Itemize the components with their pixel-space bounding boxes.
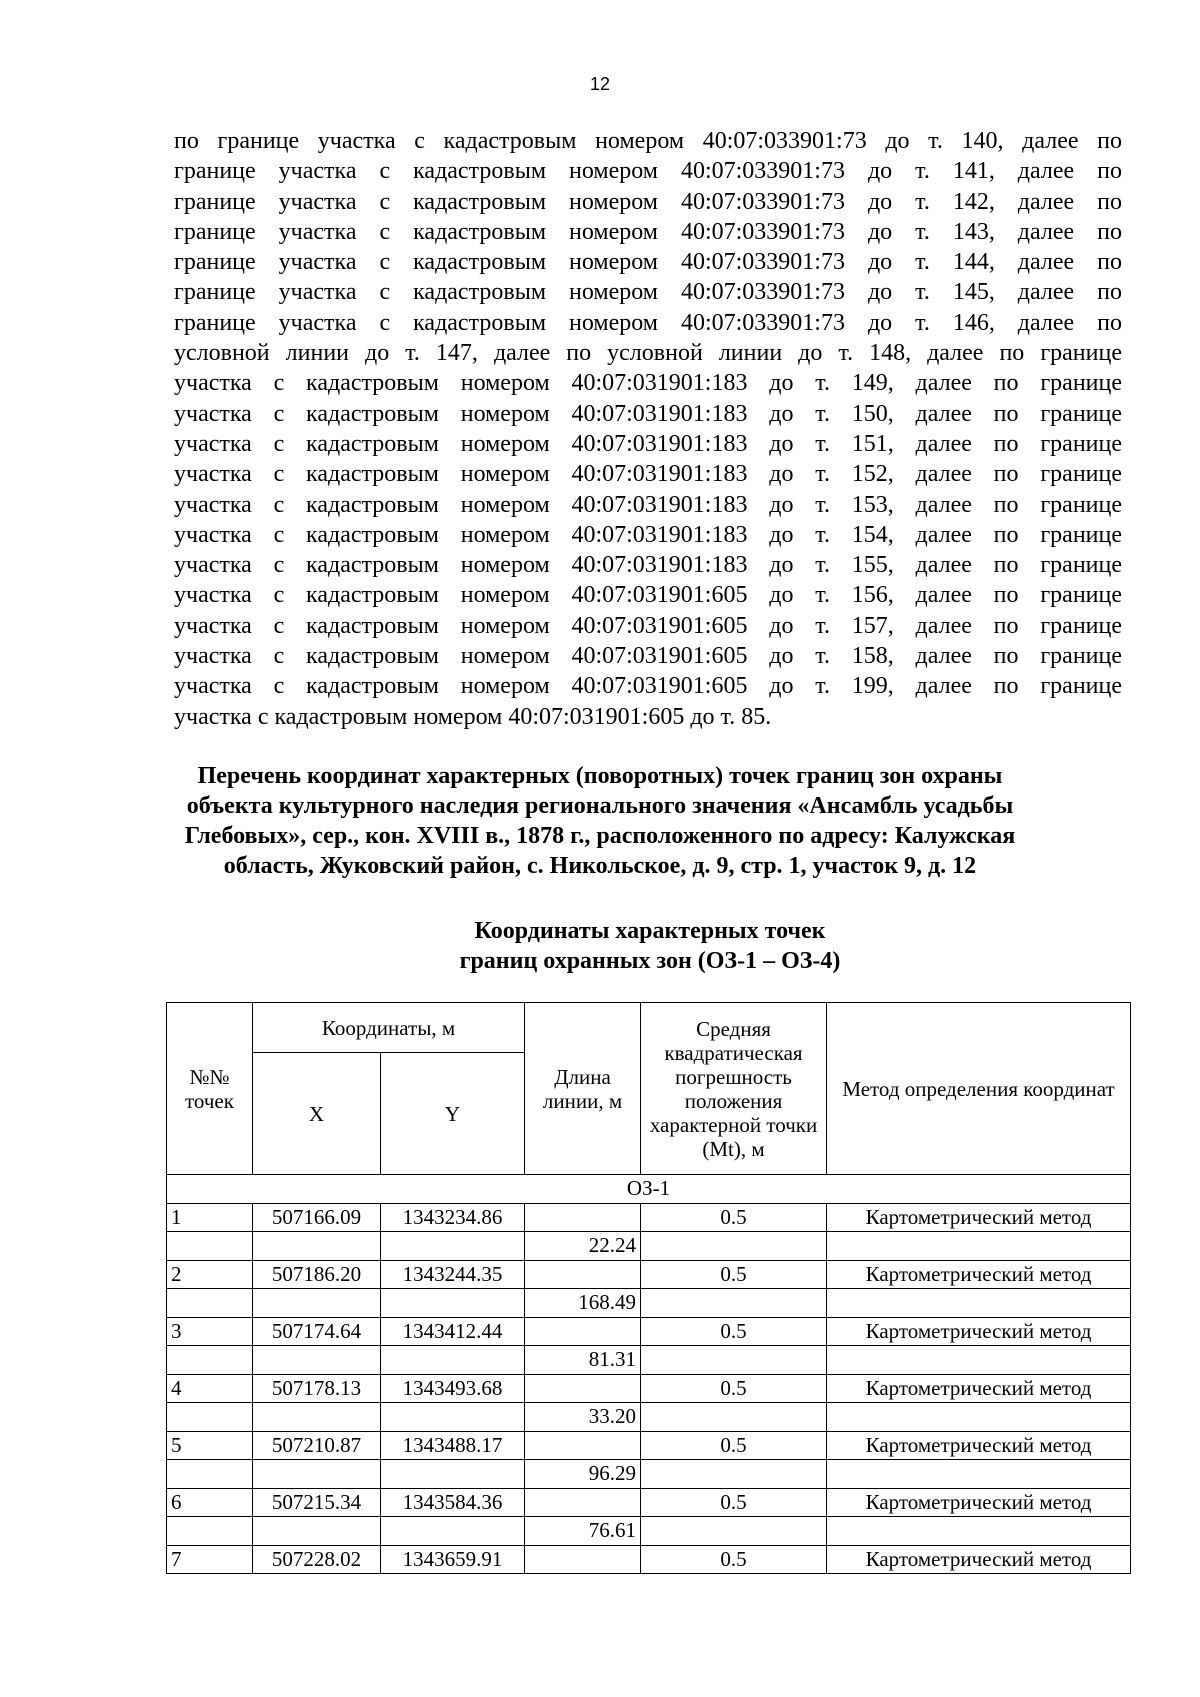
cell-method: Картометрический метод [827, 1317, 1131, 1346]
table-title [300, 916, 1000, 976]
paragraph-line: границе участка с кадастровым номером 40:07:033901:73 до т. 143, далее по [174, 218, 1122, 245]
cell-num [167, 1289, 253, 1318]
header-x: X [253, 1053, 381, 1175]
cell-length: 33.20 [525, 1403, 641, 1432]
table-row [167, 1317, 1131, 1346]
cell-x: 507174.64 [253, 1317, 381, 1346]
cell-x: 507228.02 [253, 1545, 381, 1574]
cell-method: Картометрический метод [827, 1488, 1131, 1517]
cell-x: 507215.34 [253, 1488, 381, 1517]
cell-error: 0.5 [641, 1203, 827, 1232]
cell-x [253, 1346, 381, 1375]
cell-num: 6 [167, 1488, 253, 1517]
table-row [167, 1431, 1131, 1460]
table-row [167, 1460, 1131, 1489]
cell-length: 22.24 [525, 1232, 641, 1261]
cell-method [827, 1346, 1131, 1375]
paragraph-line: границе участка с кадастровым номером 40:07:033901:73 до т. 146, далее по [174, 309, 1122, 336]
table-row [167, 1545, 1131, 1574]
cell-method: Картометрический метод [827, 1260, 1131, 1289]
table-row [167, 1260, 1131, 1289]
heading-line: Глебовых», сер., кон. XVIII в., 1878 г., расположенного по адресу: Калужская [184, 823, 1016, 849]
cell-num [167, 1517, 253, 1546]
section-heading [150, 761, 1050, 881]
header-method: Метод определения координат [827, 1003, 1131, 1175]
cell-num [167, 1460, 253, 1489]
table-row [167, 1517, 1131, 1546]
cell-x [253, 1517, 381, 1546]
table-row [167, 1346, 1131, 1375]
cell-y [381, 1460, 525, 1489]
cell-y: 1343493.68 [381, 1374, 525, 1403]
paragraph-line: участка с кадастровым номером 40:07:031901:183 до т. 153, далее по границе [174, 491, 1122, 518]
table-row [167, 1232, 1131, 1261]
cell-length: 168.49 [525, 1289, 641, 1318]
cell-y: 1343234.86 [381, 1203, 525, 1232]
header-y: Y [381, 1053, 525, 1175]
cell-method [827, 1517, 1131, 1546]
cell-length [525, 1374, 641, 1403]
cell-length [525, 1488, 641, 1517]
cell-x [253, 1460, 381, 1489]
paragraph-line: границе участка с кадастровым номером 40:07:033901:73 до т. 144, далее по [174, 249, 1122, 276]
paragraph-line: участка с кадастровым номером 40:07:031901:605 до т. 156, далее по границе [174, 582, 1122, 609]
cell-error: 0.5 [641, 1374, 827, 1403]
cell-method: Картометрический метод [827, 1374, 1131, 1403]
cell-x: 507166.09 [253, 1203, 381, 1232]
cell-error: 0.5 [641, 1317, 827, 1346]
cell-num: 4 [167, 1374, 253, 1403]
cell-num [167, 1232, 253, 1261]
cell-y [381, 1346, 525, 1375]
header-point-number: №№ точек [167, 1003, 253, 1175]
cell-num: 7 [167, 1545, 253, 1574]
table-title-line: границ охранных зон (ОЗ-1 – ОЗ-4) [459, 948, 841, 974]
paragraph-line: участка с кадастровым номером 40:07:031901:183 до т. 152, далее по границе [174, 461, 1122, 488]
cell-length: 96.29 [525, 1460, 641, 1489]
header-line-length: Длина линии, м [525, 1003, 641, 1175]
table-row [167, 1289, 1131, 1318]
paragraph-line: границе участка с кадастровым номером 40:07:033901:73 до т. 141, далее по [174, 158, 1122, 185]
cell-y: 1343244.35 [381, 1260, 525, 1289]
page-number: 12 [589, 74, 611, 94]
paragraph-line: участка с кадастровым номером 40:07:031901:605 до т. 85. [174, 703, 772, 730]
cell-error: 0.5 [641, 1545, 827, 1574]
cell-num [167, 1403, 253, 1432]
cell-y [381, 1403, 525, 1432]
cell-error: 0.5 [641, 1260, 827, 1289]
cell-length [525, 1431, 641, 1460]
cell-x: 507186.20 [253, 1260, 381, 1289]
boundary-description-paragraph [174, 126, 1122, 732]
cell-x [253, 1289, 381, 1318]
paragraph-line: условной линии до т. 147, далее по условной линии до т. 148, далее по границе [174, 340, 1122, 367]
cell-length [525, 1317, 641, 1346]
cell-error: 0.5 [641, 1431, 827, 1460]
coordinates-table [166, 1002, 1131, 1574]
table-row [167, 1488, 1131, 1517]
cell-error [641, 1346, 827, 1375]
cell-method [827, 1403, 1131, 1432]
header-mean-square-error: Средняя квадратическая погрешность положения характерной точки (Mt), м [641, 1003, 827, 1175]
cell-num [167, 1346, 253, 1375]
paragraph-line: границе участка с кадастровым номером 40:07:033901:73 до т. 145, далее по [174, 279, 1122, 306]
cell-y: 1343584.36 [381, 1488, 525, 1517]
cell-y: 1343412.44 [381, 1317, 525, 1346]
paragraph-line: участка с кадастровым номером 40:07:031901:183 до т. 155, далее по границе [174, 552, 1122, 579]
paragraph-line: участка с кадастровым номером 40:07:031901:605 до т. 158, далее по границе [174, 643, 1122, 670]
cell-x [253, 1232, 381, 1261]
heading-line: Перечень координат характерных (поворотных) точек границ зон охраны [197, 763, 1003, 789]
cell-x: 507178.13 [253, 1374, 381, 1403]
table-row [167, 1374, 1131, 1403]
paragraph-line: по границе участка с кадастровым номером 40:07:033901:73 до т. 140, далее по [174, 128, 1122, 154]
cell-y: 1343488.17 [381, 1431, 525, 1460]
paragraph-line: участка с кадастровым номером 40:07:031901:605 до т. 157, далее по границе [174, 612, 1122, 639]
cell-num: 1 [167, 1203, 253, 1232]
cell-method: Картометрический метод [827, 1203, 1131, 1232]
cell-num: 2 [167, 1260, 253, 1289]
cell-y: 1343659.91 [381, 1545, 525, 1574]
cell-length [525, 1545, 641, 1574]
cell-method [827, 1232, 1131, 1261]
table-row [167, 1403, 1131, 1432]
cell-num: 5 [167, 1431, 253, 1460]
cell-method: Картометрический метод [827, 1431, 1131, 1460]
cell-length: 76.61 [525, 1517, 641, 1546]
cell-num: 3 [167, 1317, 253, 1346]
header-coordinates: Координаты, м [253, 1003, 525, 1053]
cell-error [641, 1232, 827, 1261]
cell-method [827, 1289, 1131, 1318]
cell-y [381, 1289, 525, 1318]
cell-y [381, 1517, 525, 1546]
cell-error [641, 1403, 827, 1432]
paragraph-line: участка с кадастровым номером 40:07:031901:183 до т. 151, далее по границе [174, 430, 1122, 457]
cell-error [641, 1460, 827, 1489]
cell-method: Картометрический метод [827, 1545, 1131, 1574]
zone-row [167, 1175, 1131, 1204]
cell-method [827, 1460, 1131, 1489]
cell-error [641, 1517, 827, 1546]
paragraph-line: участка с кадастровым номером 40:07:031901:183 до т. 154, далее по границе [174, 521, 1122, 548]
cell-error: 0.5 [641, 1488, 827, 1517]
paragraph-line: участка с кадастровым номером 40:07:031901:605 до т. 199, далее по границе [174, 673, 1122, 700]
cell-length: 81.31 [525, 1346, 641, 1375]
heading-line: область, Жуковский район, с. Никольское, д. 9, стр. 1, участок 9, д. 12 [223, 853, 977, 879]
cell-y [381, 1232, 525, 1261]
cell-length [525, 1260, 641, 1289]
cell-x: 507210.87 [253, 1431, 381, 1460]
table-title-line: Координаты характерных точек [474, 918, 826, 944]
paragraph-line: участка с кадастровым номером 40:07:031901:183 до т. 150, далее по границе [174, 400, 1122, 427]
paragraph-line: участка с кадастровым номером 40:07:031901:183 до т. 149, далее по границе [174, 370, 1122, 397]
cell-error [641, 1289, 827, 1318]
table-row [167, 1203, 1131, 1232]
zone-label: ОЗ-1 [167, 1175, 1131, 1204]
heading-line: объекта культурного наследия регионального значения «Ансамбль усадьбы [186, 793, 1014, 819]
paragraph-line: границе участка с кадастровым номером 40:07:033901:73 до т. 142, далее по [174, 188, 1122, 215]
cell-length [525, 1203, 641, 1232]
cell-x [253, 1403, 381, 1432]
